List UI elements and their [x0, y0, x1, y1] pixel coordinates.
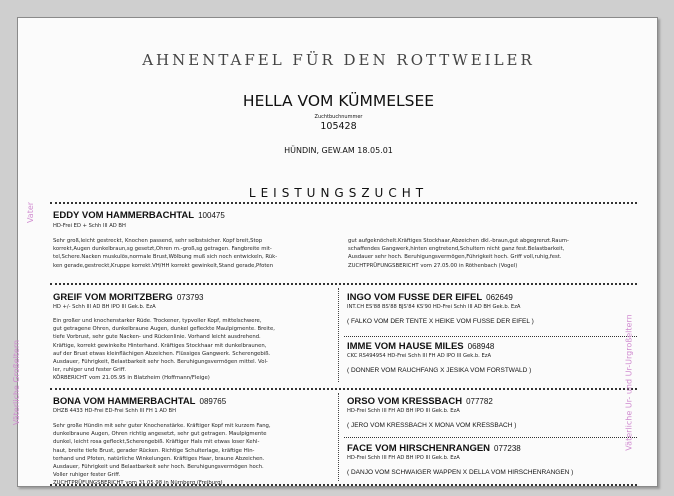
grandsire-name-line [53, 292, 204, 303]
pedigree-document [12, 17, 658, 487]
grandsire-stats: HD +/- Schh III AD BH IPO III Gek.b. EzA [53, 304, 156, 310]
father-text-left: Sehr groß,leicht gestreckt, Knochen passend, sehr selbstsicher. Kopf breit,Stop korrekt,Augen dunkelbraun,sg gesetzt,Ohren m.-groß,sg getragen. Fangbreite mit- tel,Schere.Nacken muskulös,normale Brust,Wölbung muß sich noch entwickeln, Rük- ken gerade,gestreckt,Kruppe korrekt.VH/HH korrekt gewinkelt,Stand gerade,Pfoten [53, 238, 278, 269]
document-title: AHNENTAFEL FÜR DEN ROTTWEILER [142, 51, 535, 69]
ggp-2-reg: 068948 [467, 342, 495, 351]
father-name-line [53, 210, 225, 221]
father-name: EDDY VOM HAMMERBACHTAL [53, 210, 195, 221]
father-stats: HD-Frei ED + Schh III AD BH [53, 223, 126, 229]
father-text-right: gut aufgeknöchelt.Kräftiges Stockhaar,Abzeichen dkl.-braun,gut abgegrenzt.Raum- schaffendes Gangwerk,hinten engtretend,Schultern nicht ganz fest.Belastbarkeit, Ausdauer sehr hoch. Beruhigungsvermögen,Führigkeit hoch. Griff voll,ruhig,fest. ZUCHTPRÜFUNGSBERICHT vom 27.05.00 in Röthenbach (Vogel) [348, 238, 569, 269]
zuchtbuch-number: 105428 [320, 121, 357, 132]
ggp-4-name: FACE VOM HIRSCHENRANGEN [347, 443, 491, 454]
father-reg: 100475 [198, 211, 225, 220]
gender-birth-line: HÜNDIN, GEW.AM 18.05.01 [284, 146, 393, 155]
divider [50, 283, 637, 285]
ggp-4-stats: HD-Frei Schh III FH AD BH IPO III Gek.b. EzA [347, 455, 460, 461]
grandsire-reg: 073793 [176, 293, 204, 302]
divider [50, 388, 637, 390]
grandsire-text: Ein großer und knochenstarker Rüde. Trockener, typvoller Kopf, mittelschwere, gut getragene Ohren, dunkelbraune Augen, dunkel gefleckte Maulpigmente. Breite, tiefe Vorbrust, sehr gute Nacken- und Rückenlinie. Vorhand leicht ausdrehend. Kräftige, korrekt gewinkelte Hinterhand. Kräftiges Stockhaar mit dunkelbraunen, auf der Brust etwas kleinflächigen Abzeichen. Flüssiges Gangwerk. Scherengebiß. Ausdauer, Führigkeit, Belastbarkeit sehr hoch. Beruhigungsvermögen mittel. Vol- ler, ruhiger und fester Griff. KÖRBERICHT vom 21.05.95 in Blatzheim (Hoffmann/Fleige) [53, 318, 275, 382]
granddam-name: BONA VOM HAMMERBACHTAL [53, 396, 196, 407]
column-divider [338, 288, 339, 382]
divider [344, 336, 637, 337]
ggp-3-name: ORSO VOM KRESSBACH [347, 396, 463, 407]
ggp-3-stats: HD-Frei Schh III FH AD BH IPO III Gek.b. EzA [347, 408, 460, 414]
zuchtbuch-label: Zuchtbuchnummer [314, 114, 363, 120]
ggp-3-name-line [347, 396, 493, 407]
ggp-2-stats: CKC RS494954 HD-Frei Schh III FH AD IPO III Gek.b. EzA [347, 353, 491, 359]
ggp-2-name-line [347, 341, 494, 352]
ggp-1-stats: INT.CH ES'88 BS'88 BJS'84 KS'90 HD-Frei Schh III AD BH Gek.b. EzA [347, 304, 521, 310]
section-title: LEISTUNGSZUCHT [248, 186, 429, 200]
ggp-3-reg: 077782 [466, 397, 493, 406]
granddam-text: Sehr große Hündin mit sehr guter Knochenstärke. Kräftiger Kopf mit kurzem Fang, dunkelbraune Augen, Ohren richtig angesetzt, sehr gut getragen. Maulpigmente dunkel, leicht rosa gefleckt,Scherengebiß. Kräftiger Hals mit etwas loser Kehl- haut, breite tiefe Brust, gerader Rücken. Richtige Schulterlage, kräftige Hin- terhand und Pfoten, natürliche Winkelungen. Kräftiges Haar, braune Abzeichen. Ausdauer, Führigkeit und Belastbarkeit sehr hoch. Beruhigungsvermögen hoch. Voller ruhiger fester Griff. ZUCHTPRÜFUNGSBERICHT vom 31.05.98 in Nürnberg (Freiburg) [53, 423, 271, 487]
ggp-4-name-line [347, 443, 521, 454]
ggp-1-name: INGO VOM FUSSE DER EIFEL [347, 292, 483, 303]
divider [344, 437, 637, 438]
ggp-3-parents: ( JERO VOM KRESSBACH X MONA VOM KRESSBACH ) [347, 422, 517, 429]
ggp-1-name-line [347, 292, 513, 303]
ggp-1-reg: 062649 [486, 293, 513, 302]
ggp-4-reg: 077238 [494, 444, 521, 453]
grandsire-name: GREIF VOM MORITZBERG [53, 292, 173, 303]
column-divider [338, 393, 339, 481]
side-label-vaeterliche-grosseltern: Väterliche Großeltern [12, 339, 22, 426]
side-label-vater: Vater [26, 201, 36, 224]
granddam-reg: 089765 [199, 397, 227, 406]
ggp-1-parents: ( FALKO VOM DER TENTE X HEIKE VOM FUSSE DER EIFEL ) [347, 318, 534, 325]
ggp-2-parents: ( DONNER VOM RAUCHFANG X JESIKA VOM FORSTWALD ) [347, 367, 532, 374]
granddam-name-line [53, 396, 226, 407]
ggp-4-parents: ( DANJO VOM SCHWAIGER WAPPEN X DELLA VOM HIRSCHENRANGEN ) [347, 469, 574, 476]
divider [50, 202, 637, 204]
granddam-stats: DHZB 4433 HD-Frei ED-Frei Schh III FH 1 AD BH [53, 408, 176, 414]
side-label-vaeterliche-ur-urgrosseltern: Väterliche Ur- und Ur-Urgroßeltern [624, 314, 634, 451]
ggp-2-name: IMME VOM HAUSE MILES [347, 341, 464, 352]
dog-name: HELLA VOM KÜMMELSEE [242, 92, 435, 110]
